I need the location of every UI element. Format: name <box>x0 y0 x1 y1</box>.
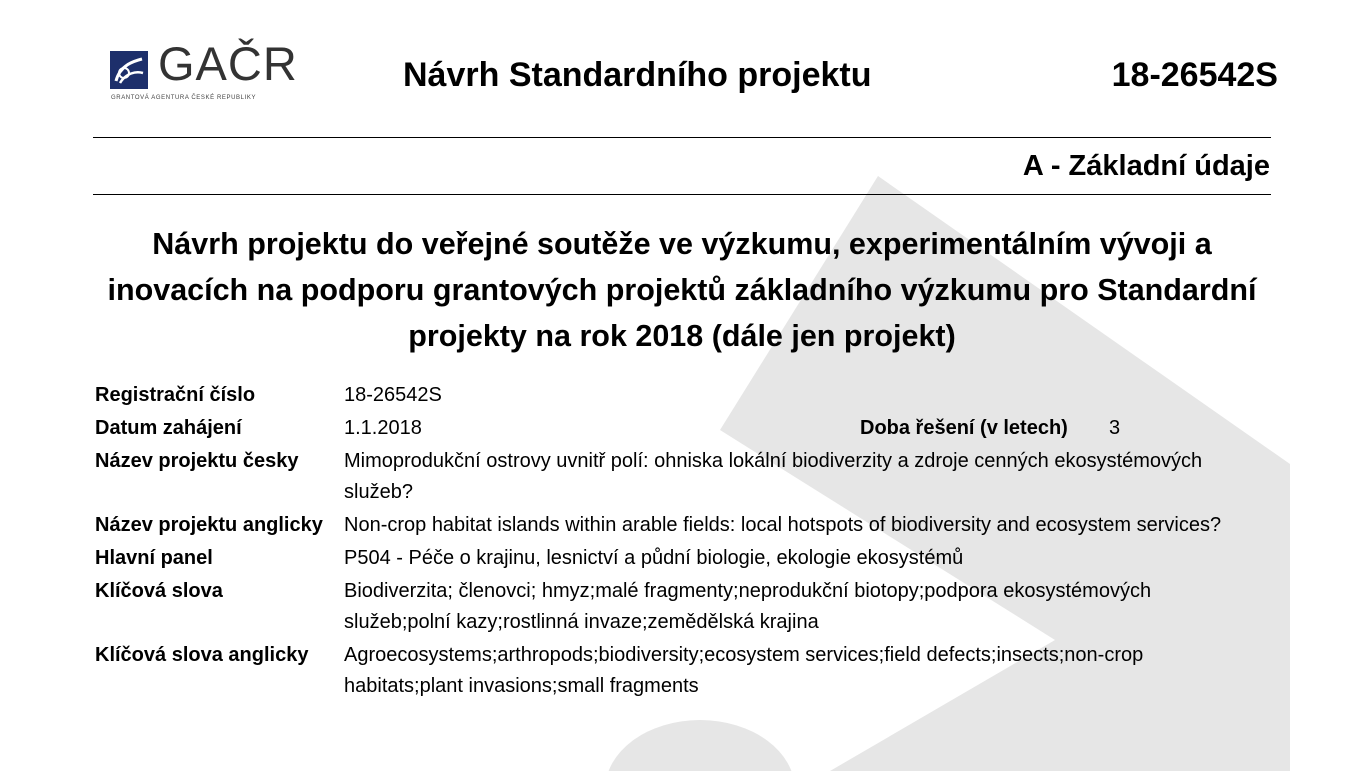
field-registration <box>95 383 1265 411</box>
field-title-cz <box>95 449 1265 508</box>
field-label: Datum zahájení <box>95 417 242 439</box>
section-divider <box>93 194 1271 195</box>
field-label: Hlavní panel <box>95 547 213 569</box>
duration-label: Doba řešení (v letech) <box>860 417 1068 439</box>
duration-value: 3 <box>1109 417 1121 439</box>
field-value: 18-26542S <box>344 384 442 406</box>
field-value: P504 - Péče o krajinu, lesnictví a půdní biologie, ekologie ekosystémů <box>344 547 964 569</box>
field-keywords-en <box>95 643 1265 702</box>
field-value: Non-crop habitat islands within arable fields: local hotspots of biodiversity and ecosystem services? <box>344 514 1222 536</box>
logo-text: GAČR <box>158 37 298 90</box>
field-label: Klíčová slova <box>95 580 223 602</box>
field-value: 1.1.2018 <box>344 417 422 439</box>
section-title: A - Základní údaje <box>1022 150 1270 182</box>
header-registration-number: 18-26542S <box>1111 56 1278 94</box>
field-value: Mimoprodukční ostrovy uvnitř polí: ohniska lokální biodiverzity a zdroje cenných ekosystémových služeb? <box>344 450 1203 503</box>
logo-subtitle: GRANTOVÁ AGENTURA ČESKÉ REPUBLIKY <box>111 95 257 101</box>
field-title-en <box>95 513 1265 541</box>
field-panel <box>95 546 1265 574</box>
field-label: Klíčová slova anglicky <box>95 644 309 666</box>
field-start-date <box>95 416 1265 444</box>
field-label: Název projektu anglicky <box>95 514 323 536</box>
document-title: Návrh Standardního projektu <box>403 56 872 94</box>
field-value: Biodiverzita; členovci; hmyz;malé fragmenty;neprodukční biotopy;podpora ekosystémových služeb;polní kazy;rostlinná invaze;zemědělská krajina <box>344 580 1152 633</box>
main-heading: Návrh projektu do veřejné soutěže ve výzkumu, experimentálním vývoji a inovacích na podporu grantových projektů základního výzkumu pro Standardní projekty na rok 2018 (dále jen projekt) <box>107 227 1257 353</box>
field-label: Název projektu česky <box>95 450 299 472</box>
field-label: Registrační číslo <box>95 384 256 406</box>
top-divider <box>93 137 1271 138</box>
project-info-table <box>95 383 1265 707</box>
field-value: Agroecosystems;arthropods;biodiversity;ecosystem services;field defects;insects;non-crop habitats;plant invasions;small fragments <box>344 644 1144 697</box>
field-keywords-cz <box>95 579 1265 638</box>
gacr-logo <box>110 37 300 108</box>
gacr-emblem-icon <box>110 51 148 89</box>
